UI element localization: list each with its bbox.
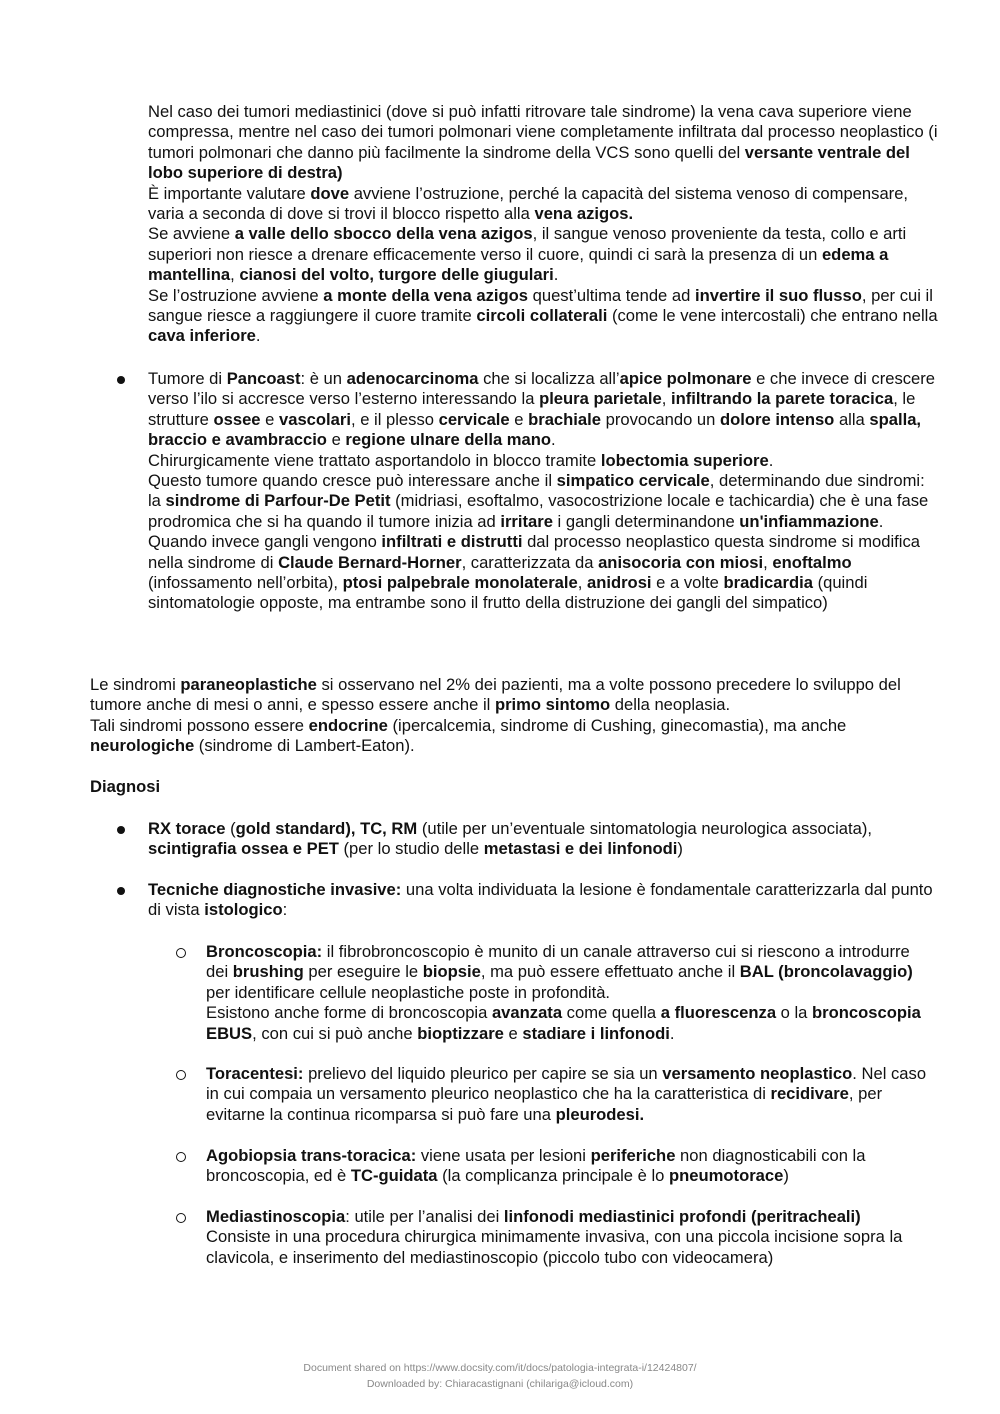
paragraph-mediastinoscopia bbox=[206, 1207, 936, 1268]
bold-text: infiltrando la parete toracica bbox=[670, 389, 894, 409]
text-run: , bbox=[577, 573, 587, 593]
bold-text: anisocoria con miosi bbox=[598, 552, 764, 572]
bold-text: lobectomia superiore bbox=[600, 450, 769, 470]
text-run: per identificare cellule neoplastiche poste in profondità. bbox=[206, 982, 611, 1002]
bold-text: Toracentesi: bbox=[206, 1064, 304, 1083]
text-run: e bbox=[260, 409, 279, 429]
bold-text: adenocarcinoma bbox=[346, 369, 479, 388]
text-run: Consiste in una procedura chirurgica minimamente invasiva, con una piccola incisione sopra la clavicola, e inserimento del mediastinoscopio (piccolo tubo con videocamera) bbox=[206, 1227, 903, 1267]
bold-text: spalla, braccio e avambraccio bbox=[148, 409, 922, 450]
text-run: il fibrobroncoscopio è munito di un canale attraverso cui si riescono a introdurre dei bbox=[206, 942, 910, 982]
text-run: Chirurgicamente viene trattato asportandolo in blocco tramite bbox=[148, 450, 601, 470]
bold-text: biopsie bbox=[422, 962, 481, 982]
bold-text: invertire il suo flusso bbox=[694, 285, 862, 305]
text-run: una volta individuata la lesione è fondamentale caratterizzarla dal punto di vista bbox=[148, 880, 933, 920]
bold-text: Mediastinoscopia bbox=[206, 1207, 346, 1226]
bullet-icon bbox=[117, 887, 125, 895]
bold-text: neurologiche bbox=[90, 736, 195, 756]
text-run: , e il plesso bbox=[350, 409, 439, 429]
bold-text: anidrosi bbox=[586, 573, 652, 593]
bold-text: BAL (broncolavaggio) bbox=[739, 962, 913, 982]
text-run: , determinando due sindromi: la bbox=[148, 471, 925, 511]
paragraph-toracentesi bbox=[206, 1064, 936, 1125]
bold-text: brachiale bbox=[528, 409, 601, 429]
text-run: Tali sindromi possono essere bbox=[90, 715, 309, 735]
bold-text: vena azigos. bbox=[534, 204, 634, 224]
paragraph-paraneoplastic bbox=[90, 675, 940, 757]
sub-bullet-icon bbox=[176, 1213, 186, 1223]
bold-text: istologico bbox=[204, 900, 283, 920]
bold-text: cava inferiore bbox=[148, 326, 256, 346]
text-run: avviene l’ostruzione, perché la capacità del sistema venoso di compensare, varia a seconda di dove si trovi il blocco rispetto alla bbox=[148, 183, 909, 224]
bold-text: enoftalmo bbox=[772, 552, 852, 572]
bold-text: versante ventrale del lobo superiore di destra) bbox=[148, 142, 910, 183]
text-run: , il sangue venoso proveniente da testa, collo e arti superiori non riesce a drenare efficacemente verso il cuore, quindi ci sarà la presenza di un bbox=[148, 224, 907, 264]
footer-shared-link: Document shared on https://www.docsity.com/it/docs/patologia-integrata-i/12424807/ bbox=[303, 1362, 697, 1374]
text-run: Nel caso dei tumori mediastinici (dove si può infatti ritrovare tale sindrome) la vena cava superiore viene compressa, mentre nel caso dei tumori polmonari viene completamente infiltrata dal processo neoplastico (i tumori polmonari che danno più facilmente la sindrome della VCS sono quelli del bbox=[148, 102, 938, 162]
text-run: prelievo del liquido pleurico per capire se sia un bbox=[303, 1064, 663, 1083]
text-run: alla bbox=[834, 409, 870, 429]
paragraph-imaging bbox=[148, 819, 938, 860]
paragraph-vcs-syndrome bbox=[148, 102, 938, 347]
bold-text: Broncoscopia: bbox=[206, 942, 323, 961]
sub-bullet-icon bbox=[176, 948, 186, 958]
text-run: (utile per un’eventuale sintomatologia neurologica associata), bbox=[417, 819, 872, 838]
text-run: , bbox=[230, 265, 240, 285]
paragraph-broncoscopia bbox=[206, 942, 936, 1044]
text-run: dal processo neoplastico questa sindrome si modifica nella sindrome di bbox=[148, 532, 921, 572]
bold-text: TC-guidata bbox=[350, 1166, 438, 1186]
text-run: , ma può essere effettuato anche il bbox=[480, 962, 740, 982]
text-run: e bbox=[326, 430, 346, 450]
bold-text: endocrine bbox=[308, 715, 388, 735]
text-run: È importante valutare bbox=[148, 183, 311, 203]
bold-text: sindrome di Parfour-De Petit bbox=[165, 491, 391, 511]
bold-text: metastasi e dei linfonodi bbox=[483, 839, 678, 859]
bold-text: gold standard), TC, RM bbox=[235, 819, 418, 838]
text-run: , per evitarne la continua ricomparsa si può fare una bbox=[206, 1084, 883, 1124]
text-run: ) bbox=[677, 839, 683, 859]
bold-text: simpatico cervicale bbox=[556, 471, 710, 491]
bold-text: RX torace bbox=[148, 819, 226, 838]
text-run: Se l’ostruzione avviene bbox=[148, 285, 324, 305]
paragraph-pancoast bbox=[148, 369, 938, 614]
bold-text: edema a mantellina bbox=[148, 244, 889, 285]
bold-text: cervicale bbox=[438, 409, 510, 429]
text-run: : è un bbox=[300, 369, 347, 388]
bold-text: bioptizzare bbox=[417, 1023, 504, 1043]
bold-text: ptosi palpebrale monolaterale bbox=[342, 573, 578, 593]
text-run: . bbox=[255, 326, 261, 346]
footer-downloaded-by: Downloaded by: Chiaracastignani (chilariga@icloud.com) bbox=[366, 1378, 634, 1390]
text-run: e bbox=[509, 409, 529, 429]
text-run: Le sindromi bbox=[90, 675, 181, 694]
bold-text: bradicardia bbox=[723, 573, 813, 593]
bold-text: avanzata bbox=[491, 1003, 563, 1023]
bold-text: periferiche bbox=[590, 1146, 676, 1165]
bold-text: brushing bbox=[232, 962, 304, 982]
bold-text: dove bbox=[310, 183, 350, 203]
bold-text: apice polmonare bbox=[619, 369, 752, 388]
text-run: quest’ultima tende ad bbox=[528, 285, 695, 305]
sub-bullet-icon bbox=[176, 1070, 186, 1080]
bold-text: versamento neoplastico bbox=[662, 1064, 853, 1083]
text-run: . bbox=[878, 511, 884, 531]
bold-text: broncoscopia EBUS bbox=[206, 1003, 921, 1043]
bold-text: linfonodi mediastinici profondi (peritracheali) bbox=[503, 1207, 861, 1226]
bold-text: dolore intenso bbox=[720, 409, 835, 429]
bold-text: recidivare bbox=[770, 1084, 849, 1104]
text-run: come quella bbox=[562, 1003, 661, 1023]
bold-text: Pancoast bbox=[226, 369, 301, 388]
bold-text: a fluorescenza bbox=[660, 1003, 777, 1023]
bold-text: cianosi del volto, turgore delle giugulari bbox=[239, 265, 554, 285]
bold-text: pleurodesi. bbox=[555, 1104, 645, 1124]
text-run: , con cui si può anche bbox=[252, 1023, 418, 1043]
bold-text: Claude Bernard-Horner bbox=[278, 552, 462, 572]
text-run: . Nel caso in cui compaia un versamento pleurico neoplastico che ha la caratteristica di bbox=[206, 1064, 927, 1104]
heading-diagnosi: Diagnosi bbox=[90, 777, 161, 796]
bold-text: irritare bbox=[500, 511, 553, 531]
text-run: o la bbox=[776, 1003, 813, 1023]
text-run: , le strutture bbox=[148, 389, 916, 429]
text-run: (sindrome di Lambert-Eaton). bbox=[194, 736, 415, 756]
text-run: , bbox=[763, 552, 773, 572]
text-run: non diagnosticabili con la broncoscopia, ed è bbox=[206, 1146, 866, 1186]
text-run: (ipercalcemia, sindrome di Cushing, ginecomastia), ma anche bbox=[387, 715, 847, 735]
text-run: provocando un bbox=[600, 409, 720, 429]
bold-text: un'infiammazione bbox=[739, 511, 879, 531]
bold-text: paraneoplastiche bbox=[180, 675, 317, 694]
bold-text: vascolari bbox=[279, 409, 351, 429]
text-run: (la complicanza principale è lo bbox=[437, 1166, 670, 1186]
paragraph-agobiopsia bbox=[206, 1146, 936, 1187]
text-run: Se avviene bbox=[148, 224, 235, 244]
sub-bullet-icon bbox=[176, 1152, 186, 1162]
text-run: e a volte bbox=[651, 573, 724, 593]
text-run: , bbox=[661, 389, 671, 409]
text-run: ( bbox=[225, 819, 236, 838]
text-run: (come le vene intercostali) che entrano nella bbox=[607, 306, 938, 326]
text-run: i gangli determinandone bbox=[552, 511, 740, 531]
bold-text: ossee bbox=[213, 409, 261, 429]
text-run: (quindi sintomatologie opposte, ma entrambe sono il frutto della distruzione dei gangli del simpatico) bbox=[148, 573, 868, 613]
text-run: Questo tumore quando cresce può interessare anche il bbox=[148, 471, 557, 491]
text-run: Tumore di bbox=[148, 369, 227, 388]
text-run: . bbox=[669, 1023, 675, 1043]
text-run: (per lo studio delle bbox=[338, 839, 484, 859]
text-run: Quando invece gangli vengono bbox=[148, 532, 382, 552]
text-run: ) bbox=[783, 1166, 789, 1186]
bullet-icon bbox=[117, 826, 125, 834]
text-run: (midriasi, esoftalmo, vasocostrizione locale e tachicardia) che è una fase prodromica che si ha quando il tumore inizia ad bbox=[148, 491, 929, 531]
bold-text: stadiare i linfonodi bbox=[522, 1023, 670, 1043]
bold-text: pleura parietale bbox=[539, 389, 662, 409]
text-run: , per cui il sangue riesce a raggiungere il cuore tramite bbox=[148, 285, 933, 326]
bold-text: circoli collaterali bbox=[476, 306, 608, 326]
text-run: e che invece di crescere verso l’ilo si accresce verso l’esterno interessando la bbox=[148, 369, 936, 409]
text-run: si osservano nel 2% dei pazienti, ma a volte possono precedere lo sviluppo del tumore anche di mesi o anni, e spesso essere anche il bbox=[90, 675, 901, 715]
text-run: per eseguire le bbox=[303, 962, 423, 982]
bold-text: primo sintomo bbox=[494, 695, 611, 715]
bold-text: Tecniche diagnostiche invasive: bbox=[148, 880, 402, 899]
text-run: viene usata per lesioni bbox=[416, 1146, 591, 1165]
text-run: . bbox=[551, 430, 556, 450]
text-run: : bbox=[282, 900, 288, 920]
bullet-icon bbox=[117, 376, 125, 384]
text-run: . bbox=[768, 450, 774, 470]
bold-text: a monte della vena azigos bbox=[323, 285, 528, 305]
bold-text: a valle dello sbocco della vena azigos bbox=[234, 224, 533, 244]
bold-text: Agobiopsia trans-toracica: bbox=[206, 1146, 417, 1165]
text-run: : utile per l’analisi dei bbox=[345, 1207, 504, 1226]
bold-text: scintigrafia ossea e PET bbox=[148, 839, 339, 859]
text-run: della neoplasia. bbox=[610, 695, 731, 715]
text-run: e bbox=[503, 1023, 523, 1043]
text-run: che si localizza all’ bbox=[478, 369, 620, 388]
bold-text: infiltrati e distrutti bbox=[381, 532, 523, 552]
text-run: . bbox=[553, 265, 559, 285]
bold-text: regione ulnare della mano bbox=[345, 430, 552, 450]
text-run: , caratterizzata da bbox=[461, 552, 599, 572]
text-run: Esistono anche forme di broncoscopia bbox=[206, 1003, 492, 1023]
text-run: (infossamento nell’orbita), bbox=[148, 573, 343, 593]
bold-text: pneumotorace bbox=[669, 1166, 784, 1186]
paragraph-invasive-techniques bbox=[148, 880, 938, 921]
